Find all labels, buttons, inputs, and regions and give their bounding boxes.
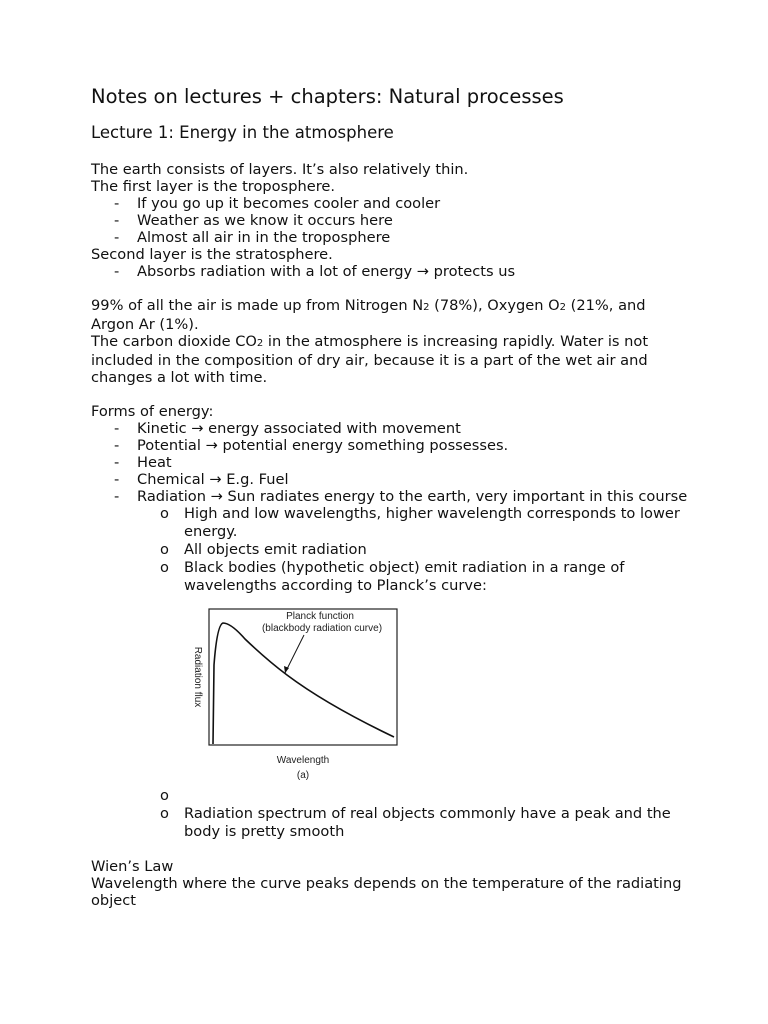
sub-list-item: o: [160, 787, 169, 804]
paragraph-second-layer: Second layer is the stratosphere.: [91, 246, 333, 263]
list-item: - Absorbs radiation with a lot of energy → protects us: [114, 263, 516, 280]
wien-text: Wavelength where the curve peaks depends on the temperature of the radiating object: [91, 875, 682, 909]
planck-figure: [187, 605, 407, 783]
forms-heading: Forms of energy:: [91, 403, 214, 420]
panel-label: (a): [296, 770, 310, 781]
paragraph-first-layer: The first layer is the troposphere.: [91, 178, 335, 195]
sub-list-item: o Radiation spectrum of real objects commonly have a peak and the body is pretty smooth: [160, 805, 671, 840]
lecture-title: Lecture 1: Energy in the atmosphere: [91, 123, 394, 142]
list-item: - Heat: [114, 454, 172, 471]
sub-list-item: o All objects emit radiation: [160, 541, 367, 558]
x-axis-label: Wavelength: [276, 755, 330, 766]
document-page: [91, 84, 691, 909]
list-item: - Kinetic → energy associated with movement: [114, 420, 461, 437]
list-item: - Radiation → Sun radiates energy to the earth, very important in this course: [114, 488, 688, 505]
planck-curve: [213, 623, 394, 744]
wien-heading: Wien’s Law: [91, 858, 174, 875]
list-item: - Chemical → E.g. Fuel: [114, 471, 289, 488]
document-body: [91, 161, 691, 909]
list-item: - Almost all air in in the troposphere: [114, 229, 391, 246]
sub-list-item: o High and low wavelengths, higher wavelength corresponds to lower energy.: [160, 505, 680, 540]
document-title: Notes on lectures + chapters: Natural processes: [91, 85, 564, 108]
planck-figure-svg: [187, 605, 407, 783]
paragraph-air-composition: 99% of all the air is made up from Nitrogen N2 (78%), Oxygen O2 (21%, and Argon Ar (1%).: [91, 297, 646, 333]
paragraph-layers: The earth consists of layers. It’s also relatively thin.: [91, 161, 469, 178]
list-item: - Weather as we know it occurs here: [114, 212, 393, 229]
list-item: - If you go up it becomes cooler and cooler: [114, 195, 441, 212]
list-item: - Potential → potential energy something possesses.: [114, 437, 509, 454]
annotation-arrow-line: [285, 635, 304, 673]
annotation-line1: Planck function: [286, 611, 354, 622]
annotation-line2: (blackbody radiation curve): [261, 623, 383, 634]
paragraph-co2: The carbon dioxide CO2 in the atmosphere is increasing rapidly. Water is not included in the composition of dry air, because it is a part of the wet air and changes a lot with time.: [91, 333, 649, 386]
sub-list-item: o Black bodies (hypothetic object) emit radiation in a range of wavelengths according to Planck’s curve:: [160, 559, 625, 594]
y-axis-label: Radiation flux: [192, 646, 203, 708]
